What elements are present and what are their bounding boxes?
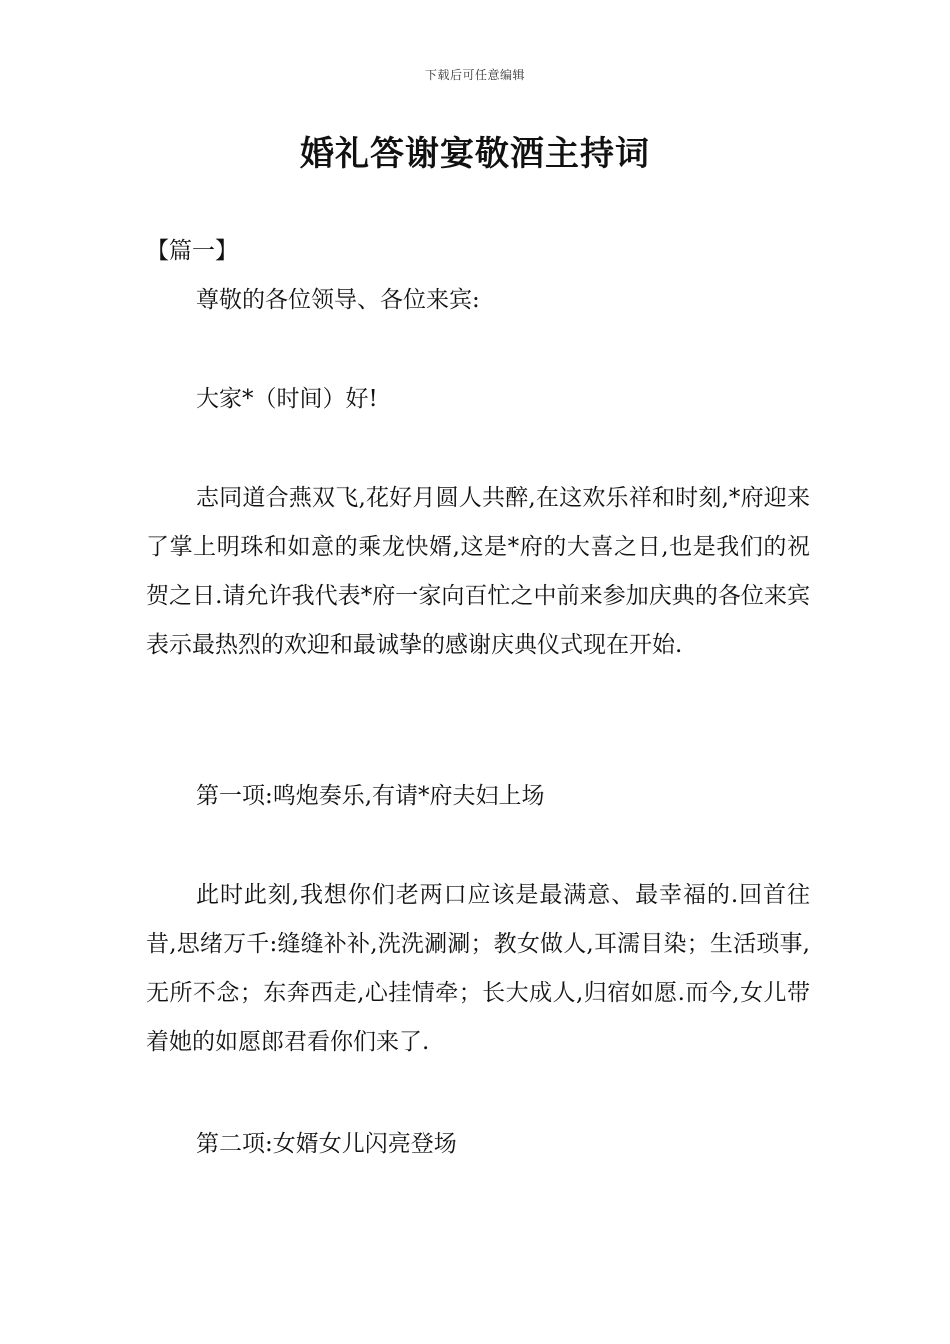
paragraph-salutation: 大家*（时间）好! — [196, 386, 378, 412]
paragraph-opening: 志同道合燕双飞,花好月圆人共醉,在这欢乐祥和时刻,*府迎来了掌上明珠和如意的乘龙快婿,这是*府的大喜之日,也是我们的祝贺之日.请允许我代表*府一家向百忙之中前来参加庆典的各位来宾表示最热烈的欢迎和最诚挚的感谢庆典仪式现在开始. — [146, 485, 810, 658]
document-title: 婚礼答谢宴敬酒主持词 — [300, 134, 650, 174]
paragraph-parents: 此时此刻,我想你们老两口应该是最满意、最幸福的.回首往昔,思绪万千:缝缝补补,洗洗涮涮；教女做人,耳濡目染；生活琐事,无所不念；东奔西走,心挂情牵；长大成人,归宿如愿.而今,女儿带着她的如愿郎君看你们来了. — [146, 882, 810, 1055]
paragraph-greeting: 尊敬的各位领导、各位来宾: — [196, 287, 480, 313]
paragraph-item-one: 第一项:鸣炮奏乐,有请*府夫妇上场 — [196, 783, 545, 809]
header-note: 下载后可任意编辑 — [424, 68, 525, 82]
section-label: 【篇一】 — [146, 238, 238, 264]
paragraph-item-two: 第二项:女婿女儿闪亮登场 — [196, 1131, 457, 1157]
